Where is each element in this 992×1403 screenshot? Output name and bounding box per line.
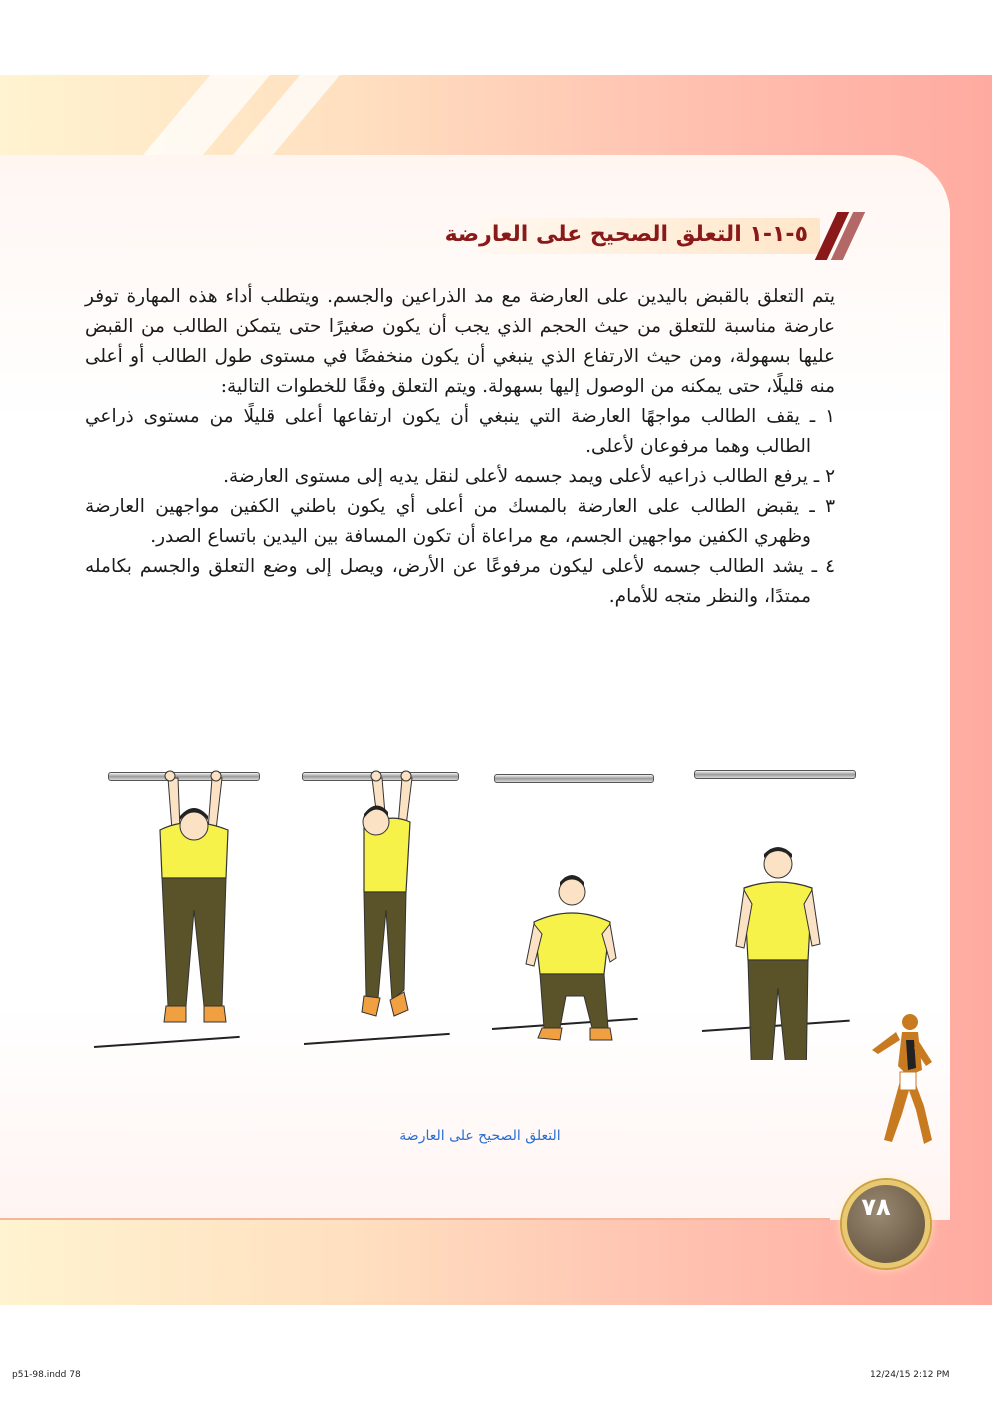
intro-paragraph: يتم التعلق بالقبض باليدين على العارضة مع مد الذراعين والجسم. ويتطلب أداء هذه المهارة توفر عارضة مناسبة للتعلق من حيث الحجم الذي يجب أن يكون صغيرًا حتى يتمكن الطالب من القبض عليها بسهولة، ومن حيث الارتفاع الذي ينبغي أن يكون منخفضًا في مستوى طول الطالب أو أعلى منه قليلًا، حتى يمكنه من الوصول إليها بسهولة. ويتم التعلق وفقًا للخطوات التالية: [85,286,835,397]
step-item: ٢ ـ يرفع الطالب ذراعيه لأعلى ويمد جسمه لأعلى لنقل يديه إلى مستوى العارضة. [223,466,835,487]
step-item: ١ ـ يقف الطالب مواجهًا العارضة التي ينبغي أن يكون ارتفاعها أعلى قليلًا من مستوى ذراعي الطالب وهما مرفوعان لأعلى. [85,406,835,457]
figure-caption: التعلق الصحيح على العارضة [399,1128,561,1144]
body-text [85,282,835,612]
footer-rule [0,1218,830,1220]
section-title: التعلق الصحيح على العارضة [444,222,742,247]
student-hanging-figure [160,771,228,1022]
section-number: ٥-١-١ [749,222,808,247]
page-number-badge [842,1180,930,1268]
runner-icon [862,1010,942,1170]
student-crouch-figure [526,875,616,1040]
student-figures [90,760,870,1060]
step-item: ٤ ـ يشد الطالب جسمه لأعلى ليكون مرفوعًا عن الأرض، ويصل إلى وضع التعلق والجسم بكامله ممتدًا، والنظر متجه للأمام. [85,556,835,607]
print-datetime: 12/24/15 2:12 PM [870,1370,950,1380]
page-number: ٧٨ [861,1193,891,1221]
print-file-info: p51-98.indd 78 [12,1370,81,1380]
step-item: ٣ ـ يقبض الطالب على العارضة بالمسك من أعلى أي يكون باطني الكفين مواجهين العارضة وظهري الكفين مواجهين الجسم، مع مراعاة أن تكون المسافة بين اليدين باتساع الصدر. [85,496,835,547]
student-standing-figure [736,847,820,1060]
section-heading [444,212,860,262]
student-grip-figure [362,771,412,1016]
figure-illustration [90,760,870,1060]
